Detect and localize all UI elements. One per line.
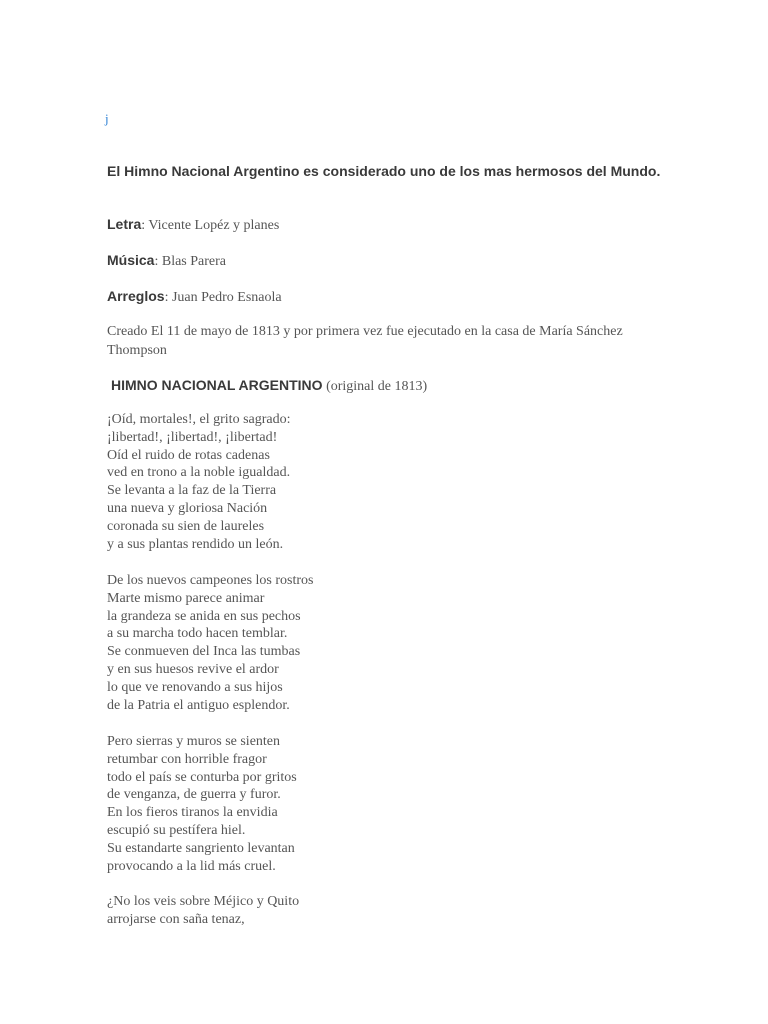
verse-line: de la Patria el antiguo esplendor.: [107, 697, 290, 713]
stanza-4: [107, 893, 507, 929]
anchor-link[interactable]: j: [105, 111, 109, 126]
verse-line: una nueva y gloriosa Nación: [107, 500, 268, 516]
stanza-2: [107, 572, 507, 714]
verse-line: De los nuevos campeones los rostros: [107, 573, 314, 588]
verse-line: lo que ve renovando a sus hijos: [107, 679, 283, 695]
verse-line: arrojarse con saña tenaz,: [107, 911, 245, 927]
verse-line: coronada su sien de laureles: [107, 518, 265, 534]
verse-line: todo el país se conturba por gritos: [107, 769, 297, 785]
verse-line: Su estandarte sangriento levantan: [107, 840, 295, 856]
verse-line: Pero sierras y muros se sienten: [107, 734, 281, 749]
verse-line: escupió su pestífera hiel.: [107, 822, 246, 838]
stanza-3: [107, 733, 507, 875]
verse-line: de venganza, de guerra y furor.: [107, 787, 281, 803]
verse-line: ¡Oíd, mortales!, el grito sagrado:: [107, 412, 291, 427]
credit-music-value: : Blas Parera: [154, 254, 226, 269]
credit-lyrics-value: : Vicente Lopéz y planes: [141, 218, 280, 233]
verse-line: provocando a la lid más cruel.: [107, 858, 276, 874]
anthem-title: [111, 376, 427, 396]
verse-line: la grandeza se anida en sus pechos: [107, 608, 301, 624]
credit-music-label: Música: [107, 252, 155, 268]
verse-line: ¡libertad!, ¡libertad!, ¡libertad!: [107, 429, 278, 445]
verse-line: y a sus plantas rendido un león.: [107, 536, 284, 552]
verse-line: Se levanta a la faz de la Tierra: [107, 483, 277, 499]
verse-line: Marte mismo parece animar: [107, 590, 265, 606]
verse-line: ¿No los veis sobre Méjico y Quito: [107, 894, 300, 909]
anthem-title-sub: (original de 1813): [322, 379, 428, 394]
verse-line: retumbar con horrible fragor: [107, 751, 267, 767]
credit-arrangement-value: : Juan Pedro Esnaola: [164, 290, 282, 305]
verse-line: ved en trono a la noble igualdad.: [107, 465, 291, 481]
credit-arrangement: [107, 287, 282, 307]
credit-lyrics: [107, 215, 279, 235]
intro-heading: El Himno Nacional Argentino es considerado uno de los mas hermosos del Mundo.: [107, 163, 661, 179]
credit-music: [107, 251, 226, 271]
verse-line: y en sus huesos revive el ardor: [107, 661, 279, 677]
anthem-title-main: HIMNO NACIONAL ARGENTINO: [111, 377, 323, 393]
credit-lyrics-label: Letra: [107, 216, 142, 232]
credit-arrangement-label: Arreglos: [107, 288, 165, 304]
verse-line: a su marcha todo hacen temblar.: [107, 626, 288, 642]
verse-line: Se conmueven del Inca las tumbas: [107, 644, 301, 660]
creation-note: Creado El 11 de mayo de 1813 y por primera vez fue ejecutado en la casa de María Sánchez Thompson: [107, 324, 623, 358]
verse-line: En los fieros tiranos la envidia: [107, 805, 278, 821]
verse-line: Oíd el ruido de rotas cadenas: [107, 447, 270, 463]
stanza-1: [107, 411, 507, 553]
